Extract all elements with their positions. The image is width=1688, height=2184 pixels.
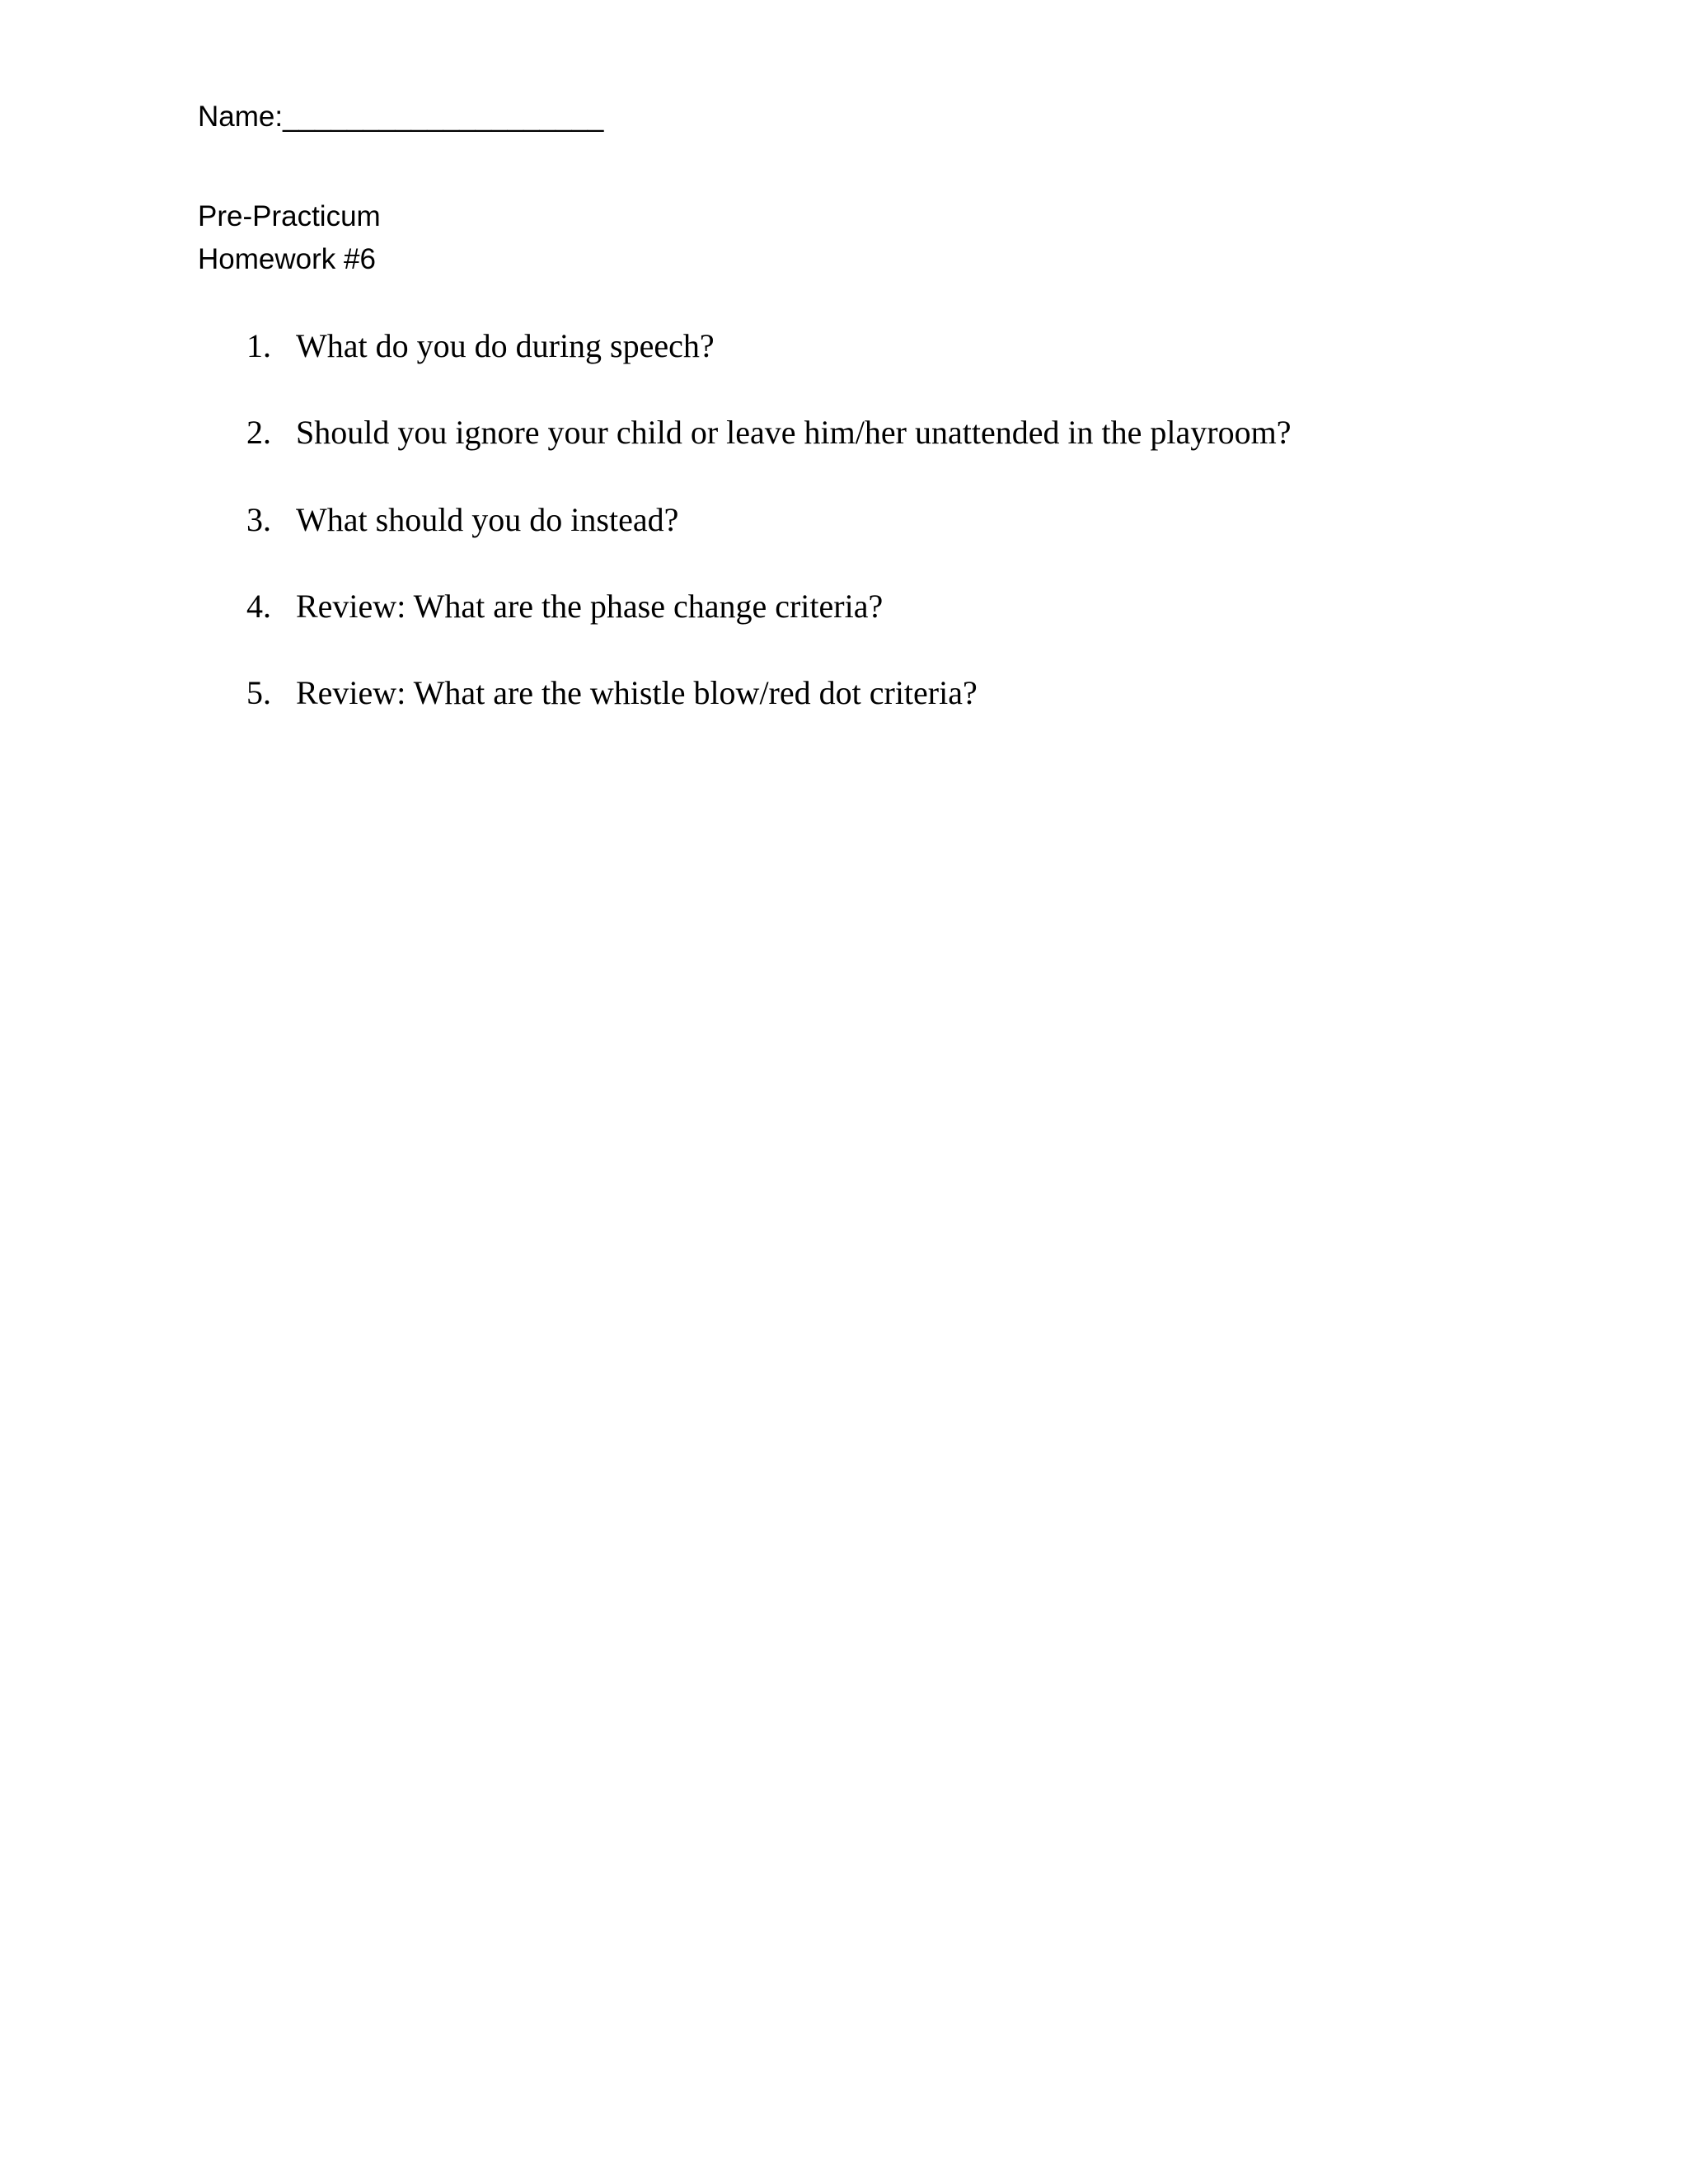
name-field-line: Name:____________________ [198, 101, 604, 133]
question-text: What should you do instead? [296, 501, 679, 538]
question-text: What do you do during speech? [296, 327, 715, 364]
question-number: 4. [246, 588, 271, 625]
question-text: Should you ignore your child or leave him/her unattended in the playroom? [296, 414, 1292, 451]
question-text: Review: What are the phase change criteria? [296, 588, 884, 625]
homework-title: Homework #6 [198, 243, 376, 275]
question-number: 2. [246, 414, 271, 451]
question-text: Review: What are the whistle blow/red dot criteria? [296, 674, 978, 711]
question-number: 5. [246, 674, 271, 711]
question-number: 1. [246, 327, 271, 364]
question-number: 3. [246, 501, 271, 538]
course-title: Pre-Practicum [198, 200, 381, 232]
